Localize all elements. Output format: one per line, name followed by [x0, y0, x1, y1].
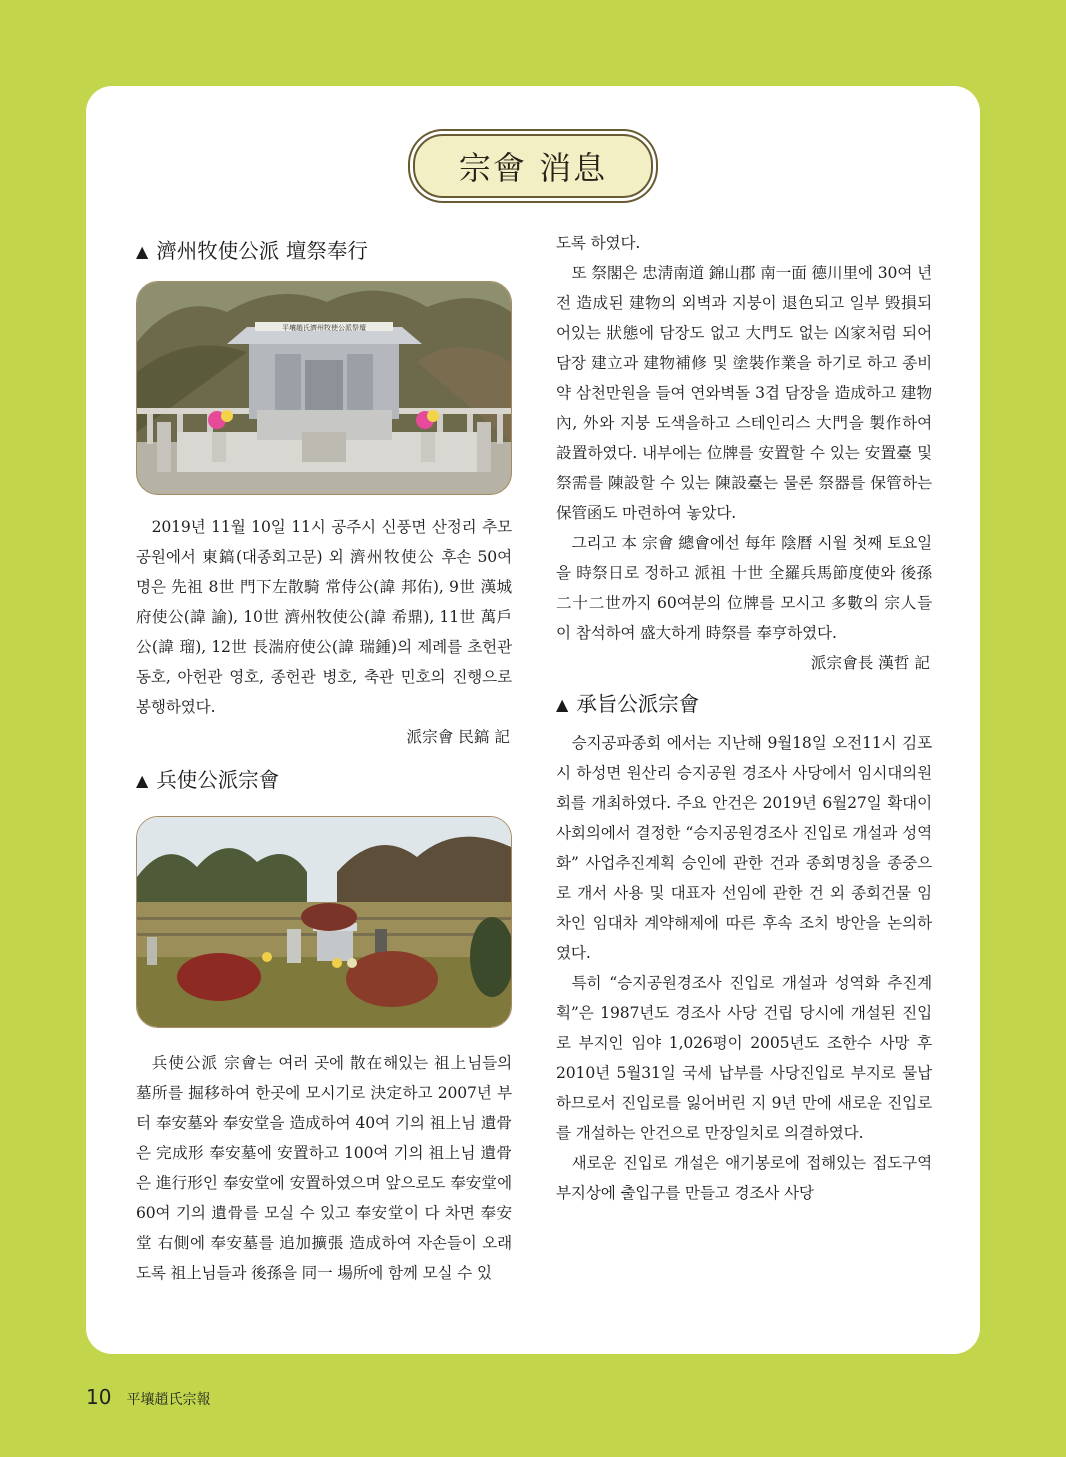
byeongsa-cont-p2: 또 祭閣은 忠淸南道 錦山郡 南一面 德川里에 30여 년 전 造成된 建物의 외벽과 지붕이 退色되고 일부 毁損되어있는 狀態에 담장도 없고 大門도 없는 凶家처럼 되어 담장 建立과 建物補修 및 塗裝作業을 하기로 하고 종비 약 삼천만원을 들여 연와벽돌 3겹 담장을 造成하고 建物 內, 外와 지붕 도색을하고 스테인리스 大門을 製作하여 設置하였다. 내부에는 位牌를 安置할 수 있는 安置臺 및 祭需를 陳設할 수 있는 陳設臺는 물론 祭器를 保管하는 保管函도 마련하여 놓았다. [556, 264, 932, 522]
left-column [136, 231, 512, 1288]
byeongsa-body: 兵使公派 宗會는 여러 곳에 散在해있는 祖上님들의 墓所를 掘移하여 한곳에 모시기로 決定하고 2007년 부터 奉安墓와 奉安堂을 造成하여 40여 기의 祖上님 遺骨은 完成形 奉安墓에 安置하고 100여 기의 祖上님 遺骨은 進行形인 奉安堂에 安置하였으며 앞으로도 奉安堂에 60여 기의 遺骨를 모실 수 있고 奉安堂이 다 차면 奉安堂 右側에 奉安墓를 追加擴張 造成하여 자손들이 오래도록 祖上님들과 後孫을 同一 場所에 함께 모실 수 있 [136, 1054, 512, 1282]
section-heading-seungji [556, 684, 932, 724]
triangle-icon: ▲ [136, 242, 149, 261]
right-column [556, 228, 932, 1208]
altar-photo [136, 281, 512, 495]
jeju-body: 2019년 11월 10일 11시 공주시 신풍면 산정리 추모공원에서 東鎬(대종회고문) 외 濟州牧使公 후손 50여 명은 先祖 8世 門下左散騎 常侍公(諱 邦佑), 9世 漢城府使公(諱 諭), 10世 濟州牧使公(諱 希鼎), 11世 萬戶公(諱 瑠), 12世 長湍府使公(諱 瑞鍾)의 제례를 초헌관 동호, 아헌관 영호, 종헌관 병호, 축관 민호의 진행으로 봉행하였다. [136, 518, 512, 716]
triangle-icon: ▲ [136, 771, 149, 790]
page-number: 10 [86, 1385, 112, 1409]
jeju-signature: 派宗會 民鎬 記 [406, 728, 510, 746]
byeongsa-cont-p1: 도록 하였다. [556, 234, 641, 252]
section-heading-byeongsa [136, 760, 512, 800]
seungji-p1: 승지공파종회 에서는 지난해 9월18일 오전11시 김포시 하성면 원산리 승지공원 경조사 사당에서 임시대의원회를 개최하였다. 주요 안건은 2019년 6월27일 확대이사회의에서 결정한 “승지공원경조사 진입로 개설과 성역화” 사업추진계획 승인에 관한 건과 종회명칭을 종중으로 개서 사용 및 대표자 선임에 관한 건 외 종회건물 임차인 임대차 계약해제에 따른 후속 조치 방안을 논의하였다. [556, 734, 932, 962]
page-footer [86, 1385, 211, 1409]
page-title: 宗會 消息 [413, 134, 653, 198]
altar-inscription: 平壤趙氏濟州牧使公派祭壇 [282, 324, 366, 332]
content-card [86, 86, 980, 1354]
seungji-p2: 특히 “승지공원경조사 진입로 개설과 성역화 추진계획”은 1987년도 경조사 사당 건립 당시에 개설된 진입로 부지인 임야 1,026평이 2005년도 조한수 사망 후 2010년 5월31일 국세 납부를 사당진입로 부지로 물납하므로서 진입로를 잃어버린 지 9년 만에 새로운 진입로를 개설하는 안건으로 만장일치로 의결하였다. [556, 974, 932, 1142]
heading-label: 濟州牧使公派 壇祭奉行 [156, 239, 368, 263]
triangle-icon: ▲ [556, 695, 569, 714]
heading-label: 兵使公派宗會 [156, 768, 280, 792]
seungji-p3: 새로운 진입로 개설은 애기봉로에 접해있는 접도구역 부지상에 출입구를 만들고 경조사 사당 [556, 1154, 932, 1202]
heading-label: 承旨公派宗會 [576, 692, 700, 716]
shrine-photo [136, 816, 512, 1028]
section-heading-jeju [136, 231, 512, 271]
byeongsa-signature: 派宗會長 漢哲 記 [810, 654, 930, 672]
byeongsa-cont-p3: 그리고 本 宗會 總會에선 每年 陰曆 시월 첫째 토요일을 時祭日로 정하고 派祖 十世 全羅兵馬節度使와 後孫 二十二世까지 60여분의 位牌를 모시고 多數의 宗人들이 참석하여 盛大하게 時祭를 奉亨하였다. [556, 534, 932, 642]
publication-name: 平壤趙氏宗報 [126, 1392, 211, 1408]
